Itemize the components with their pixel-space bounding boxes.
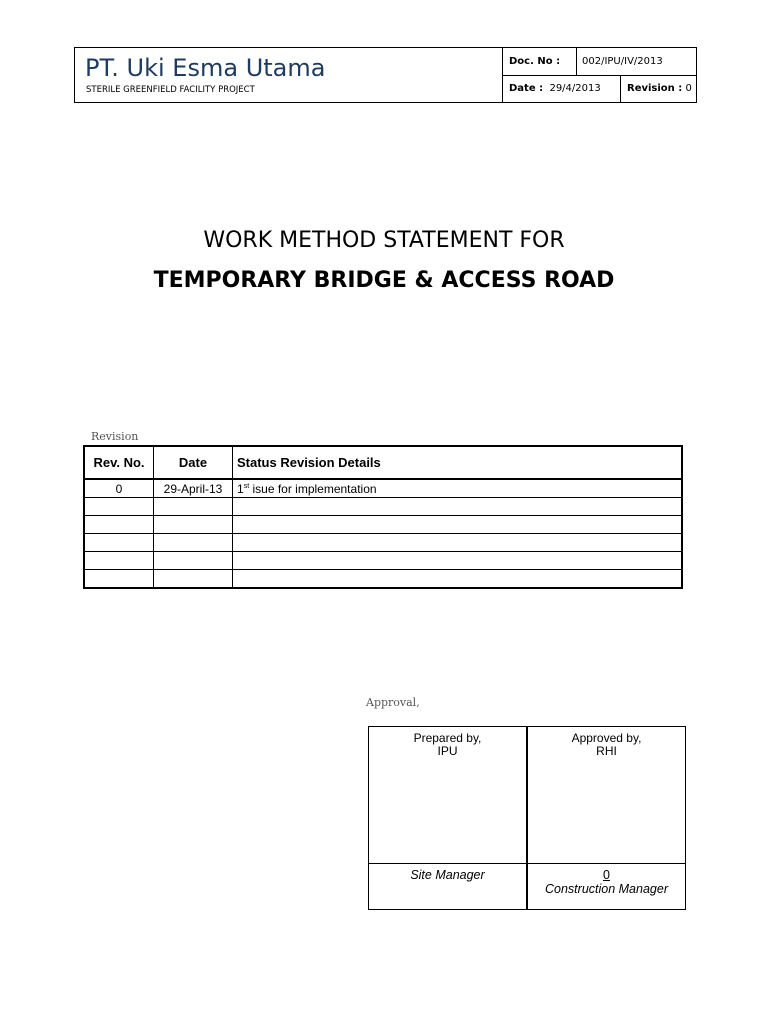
doc-no-label: Doc. No :	[509, 56, 561, 67]
approval-table	[368, 726, 686, 910]
table-row	[84, 516, 682, 534]
revision-value: 0	[685, 83, 692, 94]
approved-role: Construction Manager	[545, 882, 668, 896]
details-ordinal-suffix: st	[243, 482, 250, 490]
document-title-line2: TEMPORARY BRIDGE & ACCESS ROAD	[153, 268, 615, 293]
revision-table-header	[84, 446, 682, 479]
date-field: Date : 29/4/2013	[509, 83, 601, 94]
table-row	[84, 479, 682, 498]
document-title-line1: WORK METHOD STATEMENT FOR	[203, 228, 565, 253]
company-name: PT. Uki Esma Utama	[85, 54, 326, 82]
prepared-by-name: IPU	[437, 744, 458, 758]
table-row	[84, 498, 682, 516]
approved-mark: 0	[603, 868, 610, 882]
rev-no-cell: 0	[84, 479, 154, 498]
signature-row	[369, 727, 686, 864]
revision-field: Revision : 0	[627, 83, 692, 94]
revision-divider	[620, 75, 621, 102]
table-row	[84, 534, 682, 552]
revision-table	[83, 445, 683, 589]
site-manager-cell	[369, 864, 528, 910]
revision-label: Revision	[91, 430, 139, 443]
table-row	[84, 570, 682, 589]
approved-by-cell	[527, 727, 686, 864]
date-value: 29/4/2013	[549, 83, 601, 94]
project-name: STERILE GREENFIELD FACILITY PROJECT	[86, 85, 255, 95]
prepared-by-cell	[369, 727, 528, 864]
prepared-by-label: Prepared by,	[413, 731, 482, 745]
details-text: isue for implementation	[249, 481, 377, 496]
approved-by-label: Approved by,	[571, 731, 642, 745]
details-cell	[233, 479, 683, 498]
doc-no-value: 002/IPU/IV/2013	[582, 56, 663, 67]
role-row	[369, 864, 686, 910]
docno-divider	[576, 48, 577, 75]
approval-label: Approval,	[366, 696, 420, 709]
column-header-details: Status Revision Details	[233, 446, 683, 479]
column-header-rev-no: Rev. No.	[84, 446, 154, 479]
table-row	[84, 552, 682, 570]
prepared-role: Site Manager	[410, 868, 485, 882]
document-header	[74, 47, 697, 103]
date-cell: 29-April-13	[154, 479, 233, 498]
construction-manager-cell	[527, 864, 686, 910]
header-row-divider	[502, 75, 696, 76]
approved-by-name: RHI	[596, 744, 617, 758]
column-header-date: Date	[154, 446, 233, 479]
details-ordinal: 1	[237, 481, 244, 496]
